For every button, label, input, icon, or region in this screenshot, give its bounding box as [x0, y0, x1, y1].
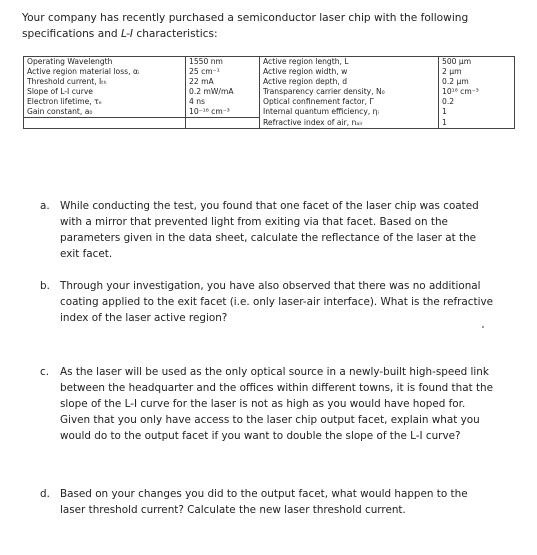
question-b-text: Through your investigation, you have also observed that there was no additional coating applied to the exit facet (i.e. only laser-air interface). What is the refractive index of the laser active region?	[60, 280, 494, 324]
intro-line-2-italic: L-I	[121, 28, 134, 40]
param-name: Slope of L-I curve	[24, 87, 186, 97]
param-value: 0.2	[439, 97, 515, 107]
param-value: 1550 nm	[186, 57, 260, 68]
param-value: 500 μm	[439, 57, 515, 68]
question-b-letter: b.	[40, 280, 50, 292]
spec-row	[24, 67, 515, 77]
spec-row	[24, 57, 515, 68]
question-c	[40, 364, 495, 444]
param-name: Active region width, w	[260, 67, 439, 77]
param-name: Transparency carrier density, N₀	[260, 87, 439, 97]
param-name: Active region length, L	[260, 57, 439, 68]
param-name: Operating Wavelength	[24, 57, 186, 68]
param-value	[186, 118, 260, 129]
param-value: 0.2 mW/mA	[186, 87, 260, 97]
param-name	[24, 118, 186, 129]
question-c-text: As the laser will be used as the only optical source in a newly-built high-speed link between the headquarter and the offices within different towns, it is found that the slope of the L-I curve for the laser is not as high as you would have hoped for. Given that you only have access to the laser chip output facet, explain what you would do to the output facet if you want to double the slope of the L-I curve?	[60, 366, 494, 442]
param-value: 2 μm	[439, 67, 515, 77]
question-a-text: While conducting the test, you found that one facet of the laser chip was coated with a mirror that prevented light from exiting via that facet. Based on the parameters given in the data sheet, calculate the reflectance of the laser at the exit facet.	[60, 200, 479, 260]
param-name: Gain constant, a₀	[24, 107, 186, 118]
specifications-table	[23, 56, 515, 129]
spec-row	[24, 118, 515, 129]
intro-line-2-prefix: specifications and	[22, 28, 121, 40]
intro-line-2-suffix: characteristics:	[133, 28, 218, 40]
param-value: 10⁻¹⁶ cm⁻³	[186, 107, 260, 118]
param-value: 1	[439, 107, 515, 118]
param-value: 0.2 μm	[439, 77, 515, 87]
intro-line-1: Your company has recently purchased a semiconductor laser chip with the following	[22, 12, 469, 24]
param-name: Refractive index of air, nₐᵢᵣ	[260, 118, 439, 129]
question-d-letter: d.	[40, 488, 50, 500]
param-name: Active region depth, d	[260, 77, 439, 87]
stray-mark	[482, 326, 484, 328]
spec-row	[24, 97, 515, 107]
param-name: Optical confinement factor, Γ	[260, 97, 439, 107]
spec-row	[24, 77, 515, 87]
param-name: Electron lifetime, τₑ	[24, 97, 186, 107]
param-value: 10¹⁸ cm⁻³	[439, 87, 515, 97]
intro-line-2	[22, 26, 517, 42]
question-c-letter: c.	[40, 366, 50, 378]
question-b	[40, 278, 495, 326]
question-a-letter: a.	[40, 200, 50, 212]
param-name: Internal quantum efficiency, ηᵢ	[260, 107, 439, 118]
question-d	[40, 486, 495, 518]
question-a	[40, 198, 495, 262]
param-value: 25 cm⁻¹	[186, 67, 260, 77]
param-value: 1	[439, 118, 515, 129]
param-name: Active region material loss, αᵢ	[24, 67, 186, 77]
param-value: 22 mA	[186, 77, 260, 87]
param-value: 4 ns	[186, 97, 260, 107]
spec-row	[24, 87, 515, 97]
param-name: Threshold current, Iₜₕ	[24, 77, 186, 87]
question-d-text: Based on your changes you did to the output facet, what would happen to the laser threshold current? Calculate the new laser threshold current.	[60, 488, 468, 516]
problem-intro	[22, 10, 517, 42]
spec-row	[24, 107, 515, 118]
